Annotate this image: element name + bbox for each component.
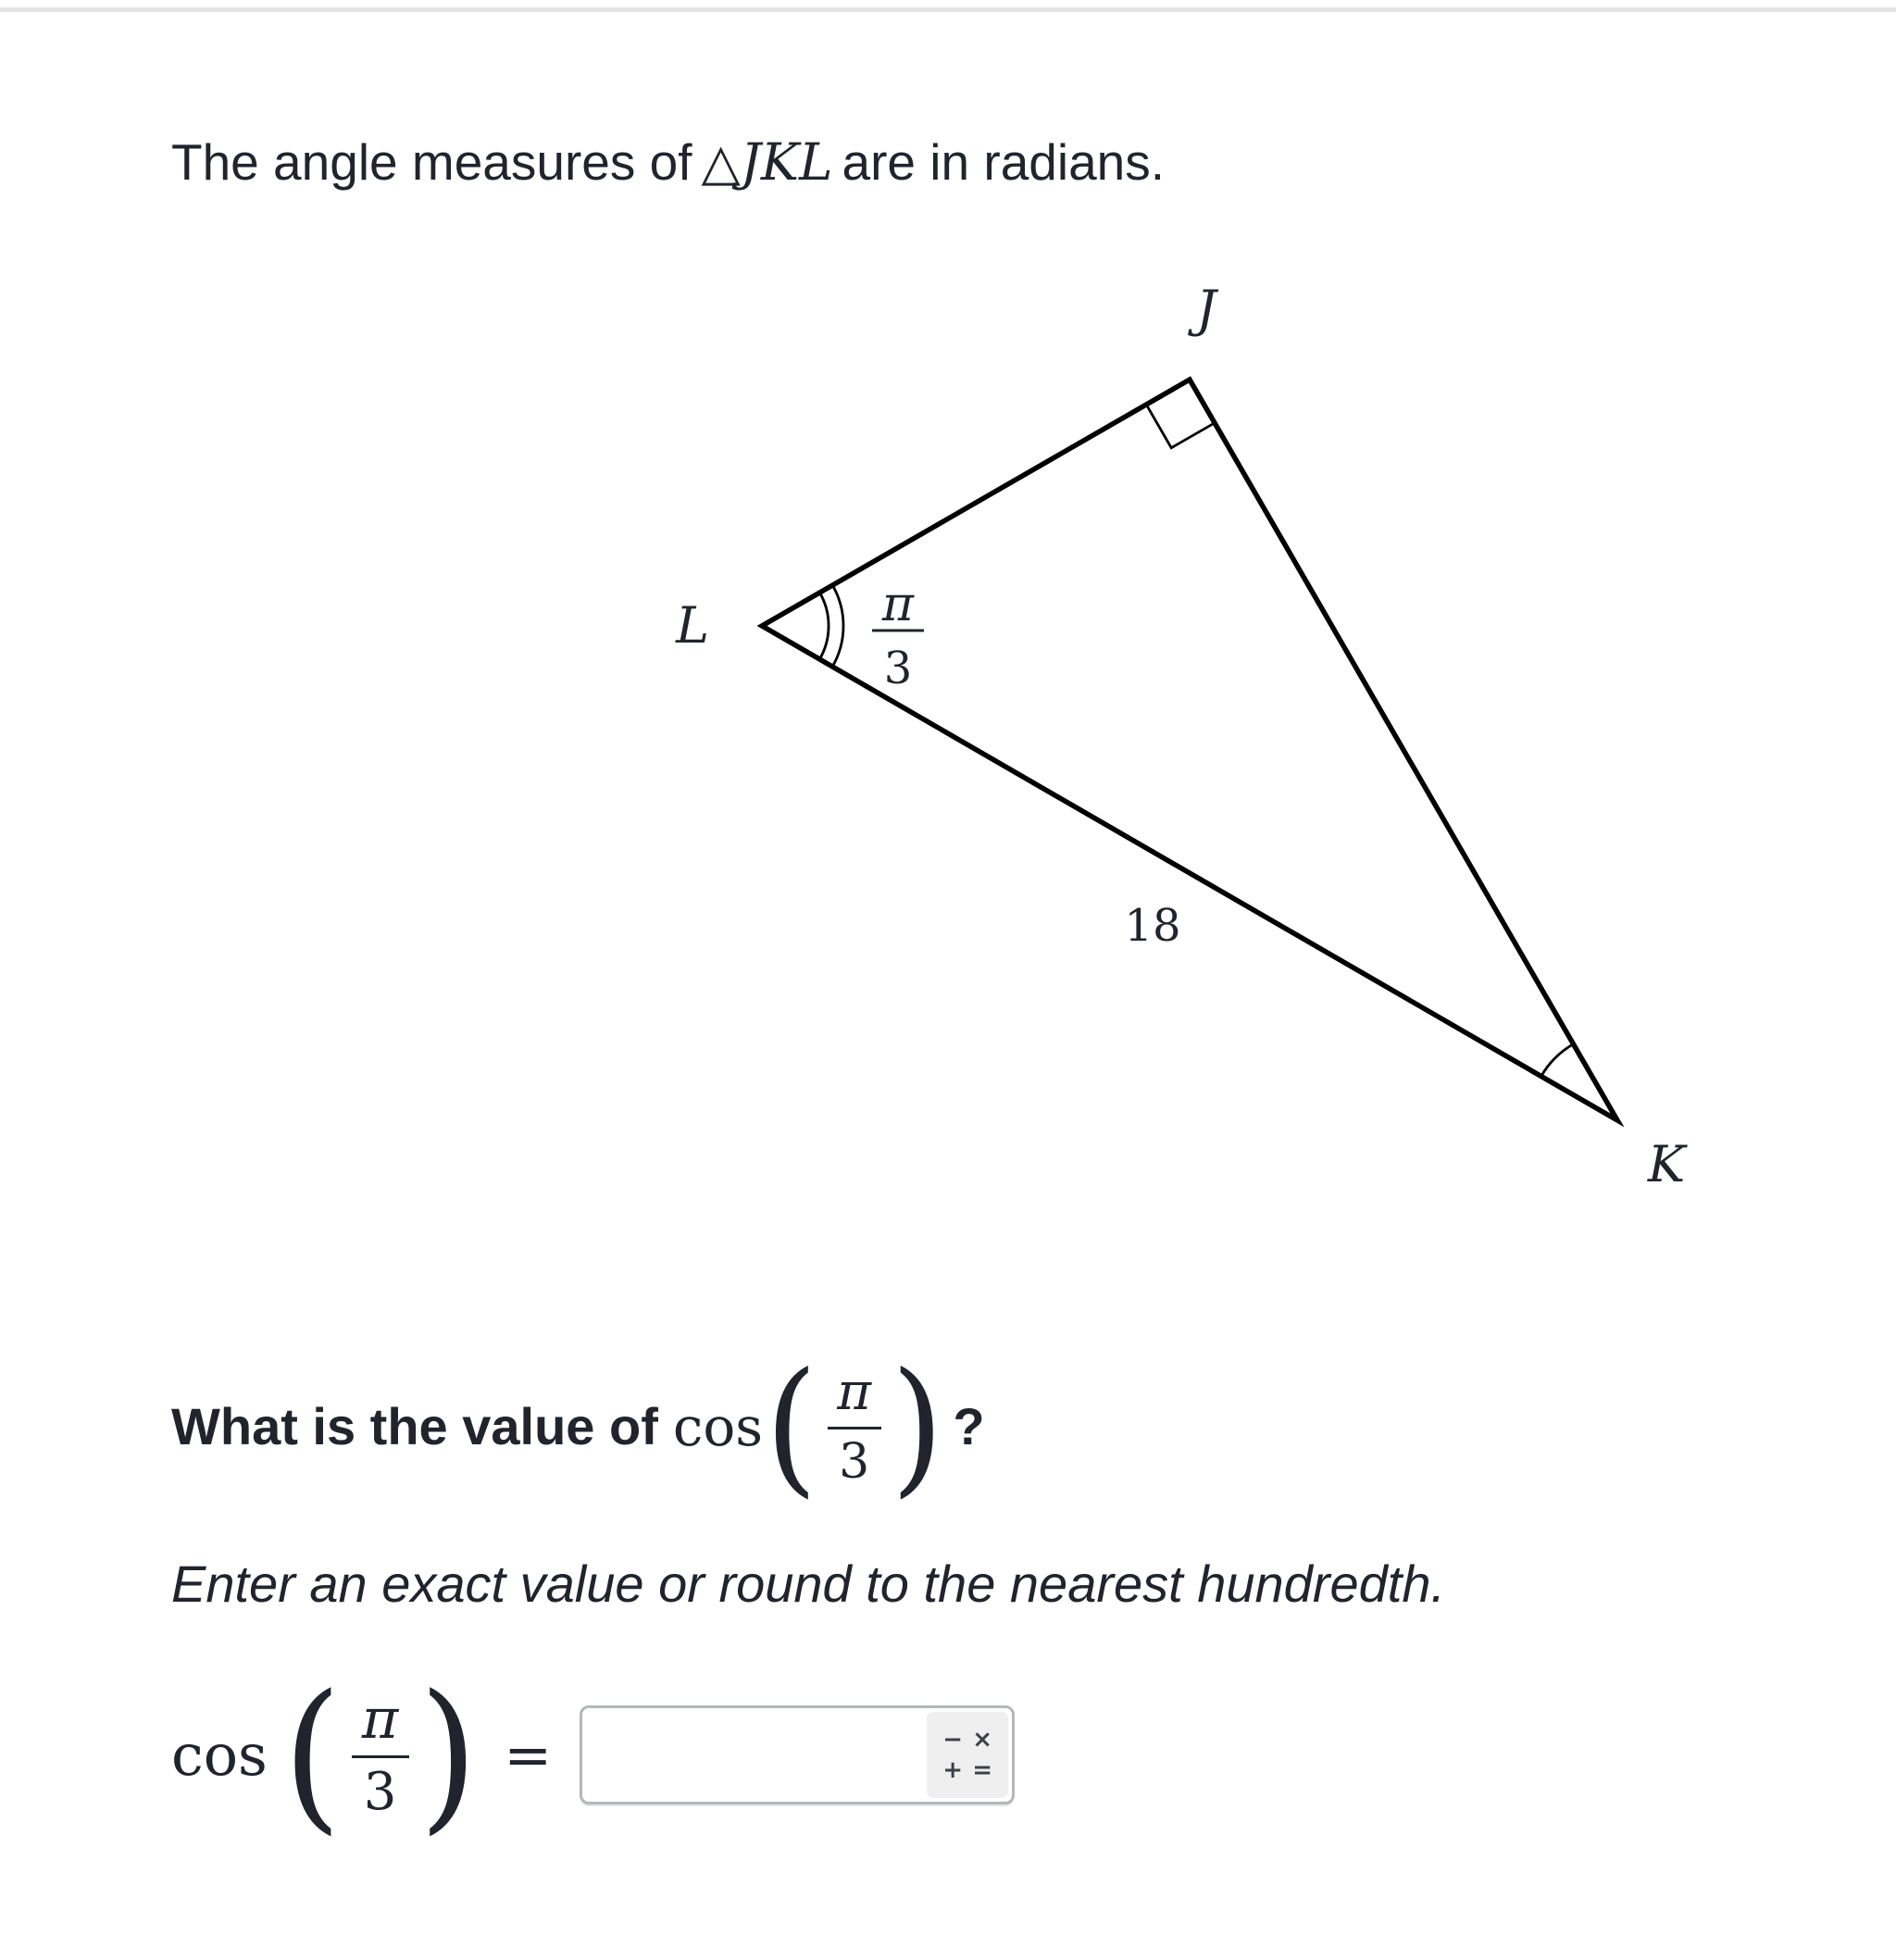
fraction-bar [352, 1755, 409, 1759]
equals-sign: = [504, 1721, 553, 1789]
vertex-label-k: K [1647, 1135, 1686, 1193]
question-prompt: What is the value of [171, 1397, 658, 1455]
cos-function: cos [672, 1394, 764, 1458]
answer-input-box[interactable] [580, 1705, 1015, 1804]
angle-arc-l-outer [832, 585, 843, 667]
title-triangle-name: △JKL [701, 132, 833, 192]
title-suffix: are in radians. [842, 133, 1166, 191]
close-paren: ) [891, 1341, 943, 1512]
answer-instruction: Enter an exact value or round to the nearest hundredth. [171, 1554, 1446, 1613]
equals-icon: = [972, 1755, 993, 1784]
times-icon: × [972, 1726, 993, 1754]
open-paren: ( [282, 1659, 342, 1850]
pi-over-3-fraction [344, 1686, 417, 1823]
angle-l-denominator: 3 [883, 643, 913, 694]
right-angle-mark-j [1146, 405, 1215, 448]
fraction-numerator: π [361, 1686, 399, 1752]
angle-l-numerator: π [881, 577, 915, 632]
close-paren: ) [418, 1659, 478, 1850]
triangle-jkl [762, 380, 1617, 1120]
question-mark: ? [953, 1397, 985, 1455]
answer-input[interactable] [582, 1708, 927, 1802]
answer-line [171, 1660, 1015, 1850]
fraction-numerator: π [837, 1362, 872, 1422]
angle-arc-l-inner [819, 593, 829, 659]
vertex-label-j: J [1196, 280, 1216, 338]
angle-arc-k [1541, 1044, 1574, 1077]
math-keypad-button[interactable] [927, 1712, 1008, 1798]
fraction-denominator: 3 [839, 1434, 870, 1490]
problem-statement [171, 132, 1745, 192]
fraction-denominator: 3 [363, 1762, 397, 1823]
open-paren: ( [765, 1341, 818, 1512]
minus-icon: − [942, 1726, 964, 1754]
title-prefix: The angle measures of [171, 133, 692, 191]
vertex-label-l: L [676, 596, 709, 655]
side-length-label: 18 [1124, 900, 1181, 952]
triangle-figure [0, 185, 1896, 1342]
fraction-bar [828, 1427, 881, 1429]
plus-icon: + [942, 1755, 964, 1784]
question-line [171, 1336, 985, 1517]
top-divider [0, 7, 1896, 12]
cos-function: cos [171, 1721, 268, 1789]
pi-over-3-fraction [820, 1362, 889, 1490]
